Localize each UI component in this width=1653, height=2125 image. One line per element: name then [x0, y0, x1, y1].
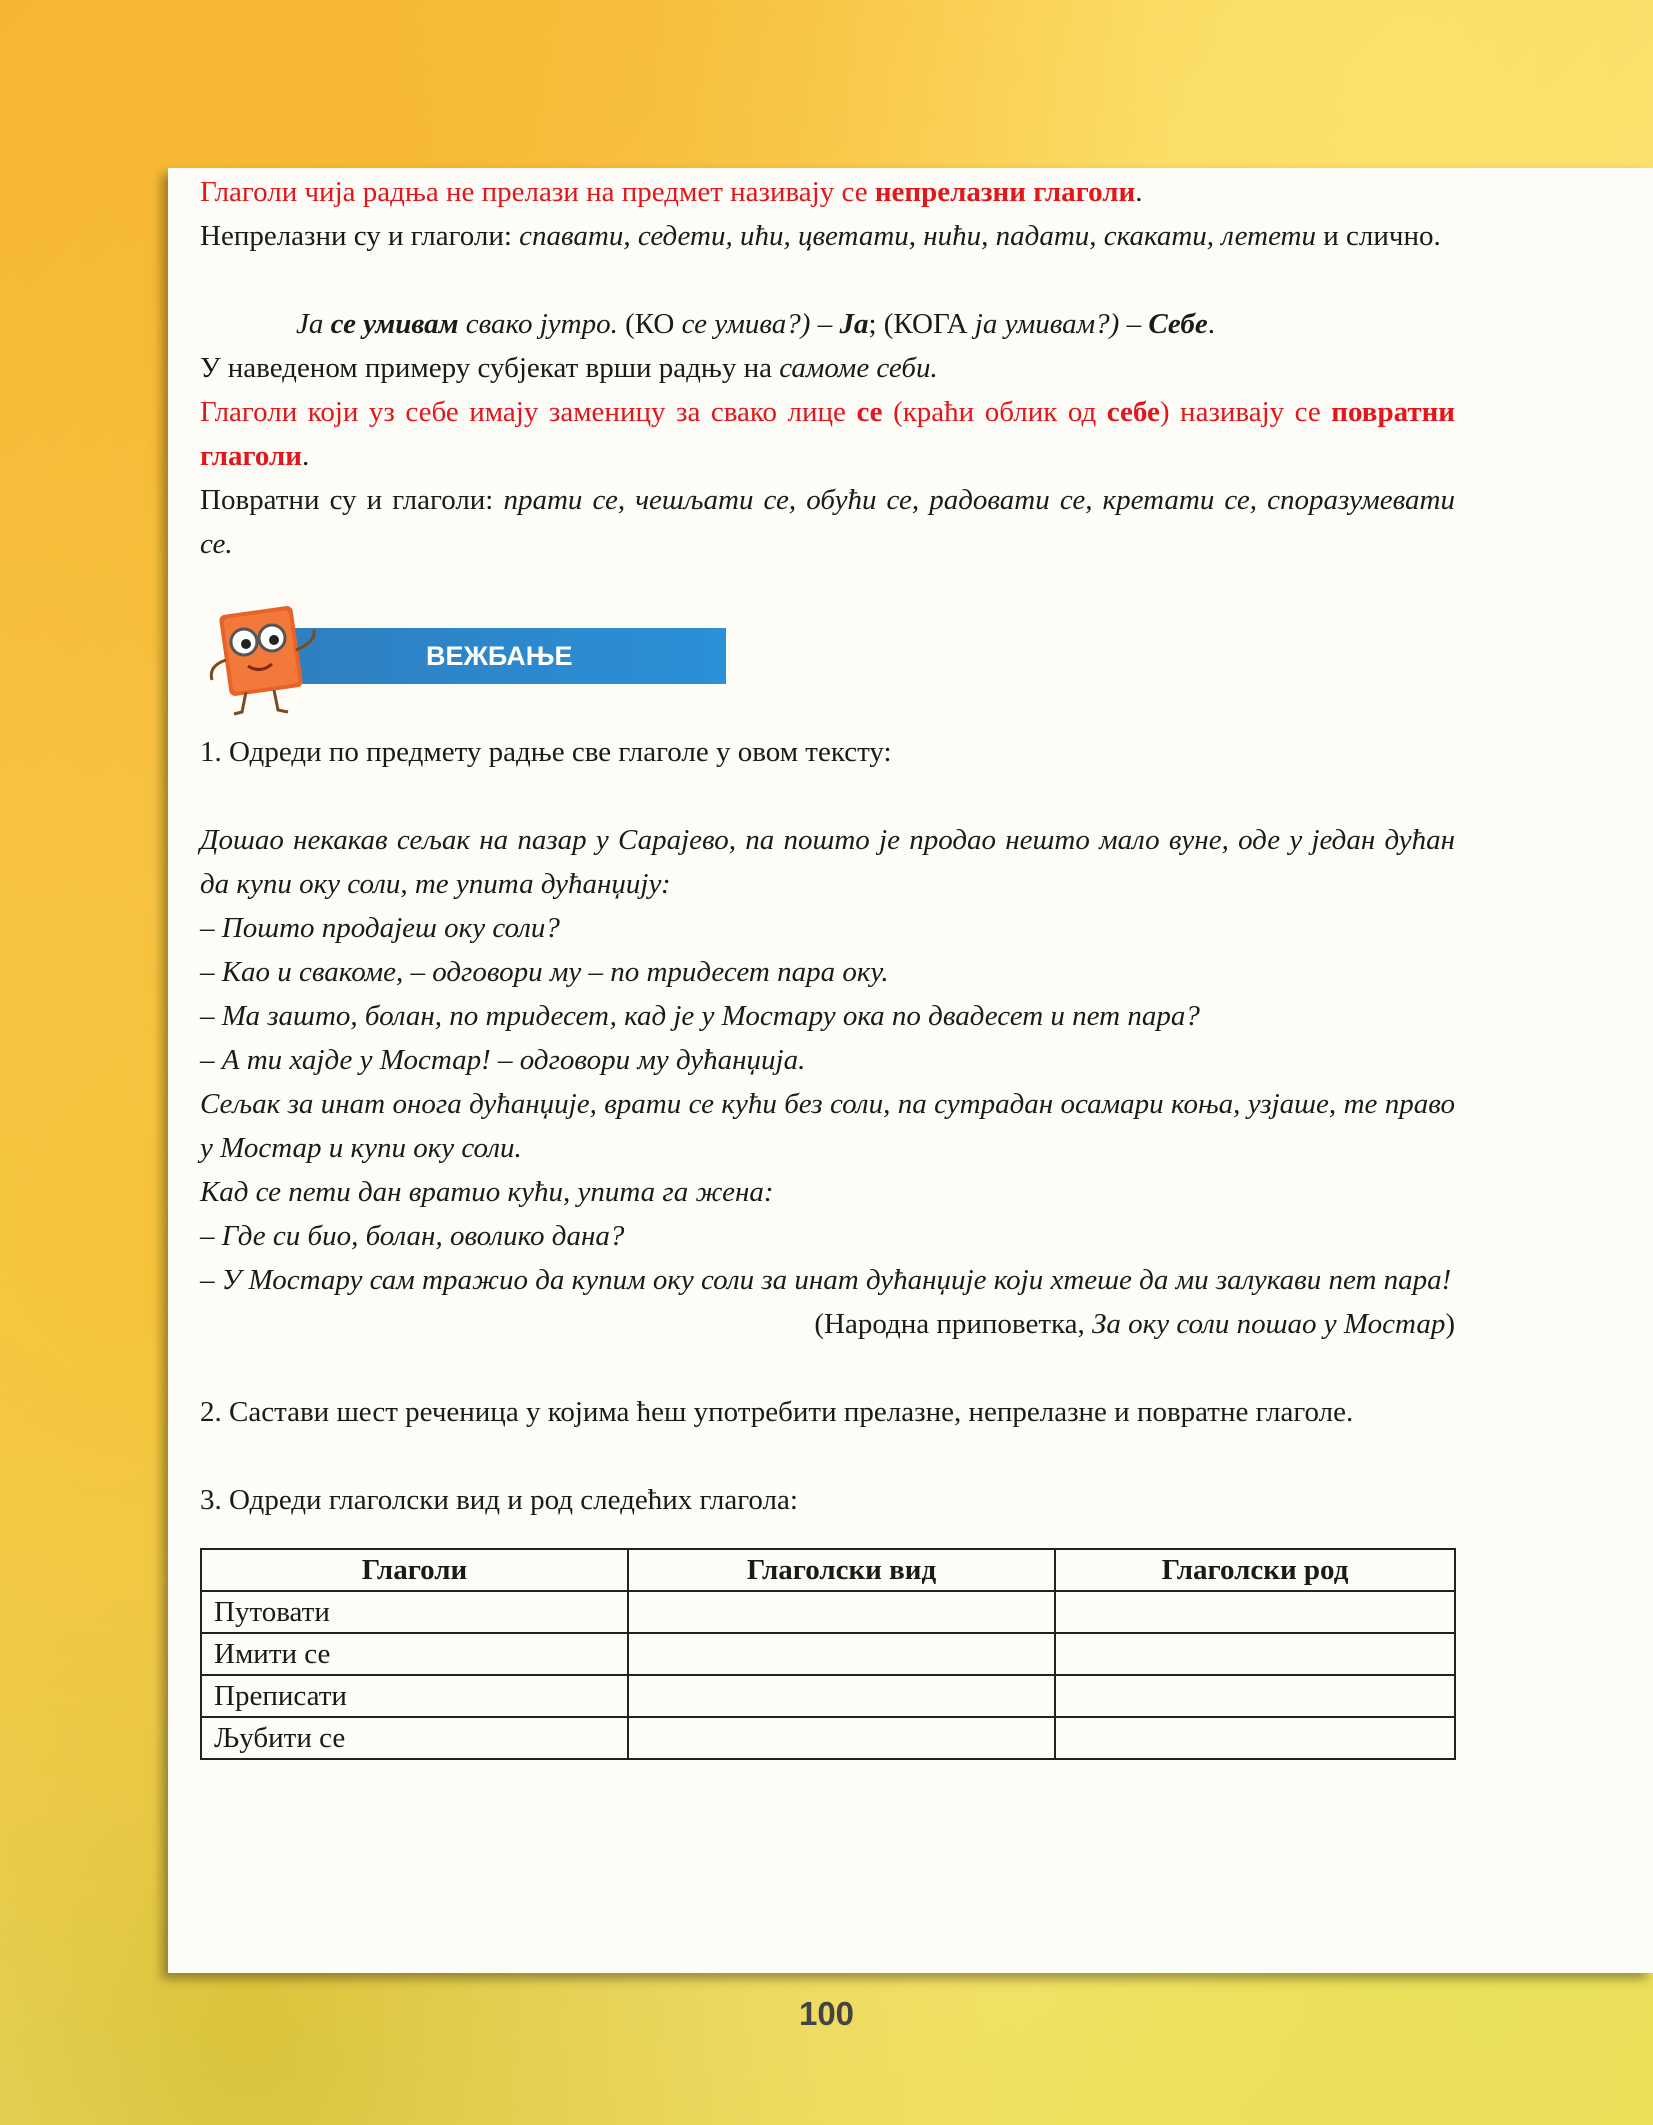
table-row: [201, 1633, 1455, 1675]
table-cell[interactable]: [1055, 1633, 1455, 1675]
text-span: У наведеном примеру субјекат врши радњу на: [200, 352, 780, 384]
text-span: (Народна приповетка,: [814, 1308, 1093, 1340]
text-span: Ја: [839, 308, 869, 340]
text-span: (краћи облик од: [882, 396, 1107, 428]
text-span: себе: [1106, 396, 1160, 428]
text-span: Себе: [1148, 308, 1208, 340]
story-line: – Пошто продајеш оку соли?: [200, 912, 560, 944]
exercise-banner: [200, 600, 1455, 710]
exercise1-story: [200, 818, 1455, 1302]
text-span: Непрелазни су и глаголи:: [200, 220, 520, 252]
text-span: Повратни су и глаголи:: [200, 484, 504, 516]
text-span: Ја: [296, 308, 331, 340]
table-cell: Путовати: [201, 1591, 628, 1633]
example-verbs: спавати, седети, ићи, цветати, нићи, падати, скакати, летети: [519, 220, 1317, 252]
text-span: се умива?): [681, 308, 811, 340]
table-cell[interactable]: [1055, 1675, 1455, 1717]
text-span: и слично.: [1316, 220, 1441, 252]
story-line: – У Мостару сам тражио да купим оку соли за инат дућанџије који хтеше да ми залукави пет пара!: [200, 1264, 1452, 1296]
reflexive-example-sentence: [200, 302, 1455, 346]
table-cell[interactable]: [1055, 1717, 1455, 1759]
table-cell[interactable]: [628, 1717, 1055, 1759]
table-header: Глаголски род: [1055, 1549, 1455, 1591]
text-span: се: [856, 396, 883, 428]
story-line: Дошао некакав сељак на пазар у Сарајево, па пошто је продао нешто мало вуне, оде у један дућан да купи оку соли, те упита дућанџију:: [200, 824, 1455, 900]
table-cell: Преписати: [201, 1675, 628, 1717]
table-row: [201, 1591, 1455, 1633]
table-cell[interactable]: [628, 1675, 1055, 1717]
table-header: Глаголи: [201, 1549, 628, 1591]
page-number: 100: [798, 1995, 855, 2032]
table-cell[interactable]: [628, 1633, 1055, 1675]
text-span: ја умивам?): [974, 308, 1120, 340]
text-span: ; (КОГА: [868, 308, 975, 340]
table-row: [201, 1717, 1455, 1759]
story-source: [200, 1302, 1455, 1346]
example-verbs: прати се, чешљати се, обући се, радовати се, кретати се, споразумевати се.: [200, 484, 1455, 560]
story-line: – Ма зашто, болан, по тридесет, кад је у Мостару ока по двадесет и пет пара?: [200, 1000, 1200, 1032]
text-span: се умивам: [330, 308, 459, 340]
text-span: самоме себи.: [779, 352, 938, 384]
text-span: .: [1207, 308, 1215, 340]
story-line: Кад се пети дан вратио кући, упита га жена:: [200, 1176, 774, 1208]
text-span: (КО: [617, 308, 682, 340]
page-content: [200, 170, 1455, 1760]
intransitive-definition: [200, 170, 1455, 214]
book-mascot-icon: [198, 600, 328, 718]
story-line: – Где си био, болан, оволико дана?: [200, 1220, 625, 1252]
text-span: –: [810, 308, 840, 340]
table-row: [201, 1675, 1455, 1717]
story-line: Сељак за инат онога дућанџије, врати се кући без соли, па сутрадан осамари коња, узјаше, те право у Мостар и купи оку соли.: [200, 1088, 1455, 1164]
exercise1-prompt: 1. Одреди по предмету радње све глаголе у овом тексту:: [200, 736, 892, 768]
text-span: .: [302, 440, 310, 472]
text-span: свако јутро.: [458, 308, 618, 340]
text-span: ) називају се: [1159, 396, 1332, 428]
reflexive-examples: [200, 478, 1455, 566]
term-intransitive: непрелазни глаголи: [874, 176, 1136, 208]
intransitive-examples: [200, 214, 1455, 258]
exercise2-prompt: 2. Састави шест реченица у којима ћеш употребити прелазне, непрелазне и повратне глаголе.: [200, 1396, 1354, 1428]
table-header-row: [201, 1549, 1455, 1591]
reflexive-definition: [200, 390, 1455, 478]
story-line: – А ти хајде у Мостар! – одговори му дућанџија.: [200, 1044, 806, 1076]
table-cell[interactable]: [628, 1591, 1055, 1633]
table-header: Глаголски вид: [628, 1549, 1055, 1591]
text-span: –: [1119, 308, 1149, 340]
table-cell: Љубити се: [201, 1717, 628, 1759]
text-span: .: [1135, 176, 1143, 208]
subject-note: [200, 346, 1455, 390]
story-line: – Као и свакоме, – одговори му – по тридесет пара оку.: [200, 956, 889, 988]
exercise-banner-label: ВЕЖБАЊЕ: [286, 628, 726, 684]
table-cell[interactable]: [1055, 1591, 1455, 1633]
story-title: За оку соли пошао у Мостар: [1092, 1308, 1446, 1340]
exercise3-prompt: 3. Одреди глаголски вид и род следећих глагола:: [200, 1484, 798, 1516]
text-span: Глаголи који уз себе имају заменицу за свако лице: [200, 396, 857, 428]
text-span: ): [1445, 1308, 1455, 1340]
verbs-table: [200, 1548, 1456, 1760]
term-reflexive: повратни глаголи: [200, 396, 1455, 472]
text-span: Глаголи чија радња не прелази на предмет називају се: [200, 176, 875, 208]
table-cell: Имити се: [201, 1633, 628, 1675]
